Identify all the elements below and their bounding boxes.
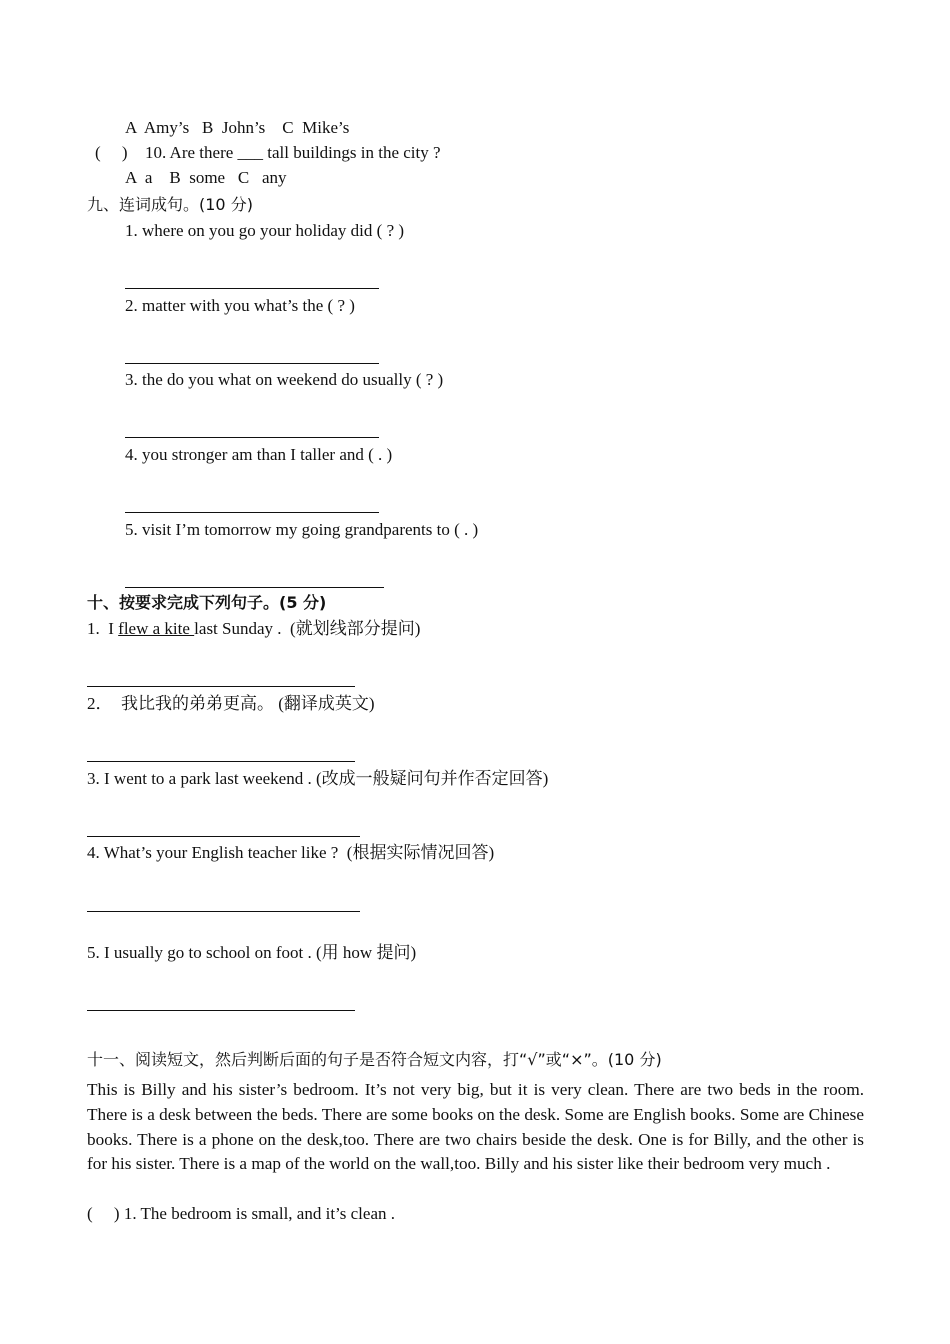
s9-item-3: 3. the do you what on weekend do usually ( ? ) (125, 370, 444, 389)
s10-q1-underlined: flew a kite (118, 619, 195, 638)
s9-answer-line-4[interactable] (125, 512, 379, 513)
s10-answer-line-2[interactable] (87, 761, 355, 762)
s10-answer-line-3[interactable] (87, 836, 360, 837)
s9-item-5: 5. visit I’m tomorrow my going grandparents to ( . ) (125, 520, 479, 539)
s9-item-1: 1. where on you go your holiday did ( ? ) (125, 221, 405, 240)
s10-q3: 3. I went to a park last weekend . (改成一般疑问句并作否定回答) (87, 769, 549, 788)
s10-q5: 5. I usually go to school on foot . (用 how 提问) (87, 943, 417, 962)
s9-answer-line-2[interactable] (125, 363, 379, 364)
q9-options: A Amy’s B John’s C Mike’s (125, 118, 350, 137)
q10-answer-paren[interactable]: ( ) (95, 143, 128, 162)
s10-answer-line-1[interactable] (87, 686, 355, 687)
s9-answer-line-1[interactable] (125, 288, 379, 289)
s10-answer-line-5[interactable] (87, 1010, 355, 1011)
reading-passage: This is Billy and his sister’s bedroom. It’s not very big, but it is very clean. There are two beds in the room. There is a desk between the beds. There are some books on the desk. Some are English books. Some are Chinese books. There is a phone on the desk,too. There are two chairs beside the desk. One is for Billy, and the other is for his sister. There is a map of the world on the wall,too. Billy and his sister like their bedroom very much . (87, 1080, 864, 1174)
q10-options: A a B some C any (125, 168, 287, 187)
s10-q1-prefix: 1. I (87, 619, 119, 638)
s10-answer-line-4[interactable] (87, 911, 360, 912)
s10-q1-suffix: last Sunday . (就划线部分提问) (194, 619, 421, 638)
section9-heading: 九、连词成句。(10 分) (87, 195, 253, 214)
s9-answer-line-5[interactable] (125, 587, 384, 588)
s10-q1 (87, 619, 420, 639)
s11-q1: ( ) 1. The bedroom is small, and it’s clean . (87, 1204, 395, 1223)
s10-q2: 2． 我比我的弟弟更高。 (翻译成英文) (87, 694, 375, 713)
section10-heading: 十、按要求完成下列句子。(5 分) (87, 593, 327, 612)
s9-item-4: 4. you stronger am than I taller and ( . ) (125, 445, 393, 464)
s10-q4: 4. What’s your English teacher like ? (根据实际情况回答) (87, 843, 495, 862)
section11-heading: 十一、阅读短文，然后判断后面的句子是否符合短文内容，打“√”或“×”。(10 分) (87, 1050, 662, 1069)
s9-item-2: 2. matter with you what’s the ( ? ) (125, 296, 355, 315)
q10-question: 10. Are there ___ tall buildings in the city ? (145, 143, 441, 162)
s9-answer-line-3[interactable] (125, 437, 379, 438)
